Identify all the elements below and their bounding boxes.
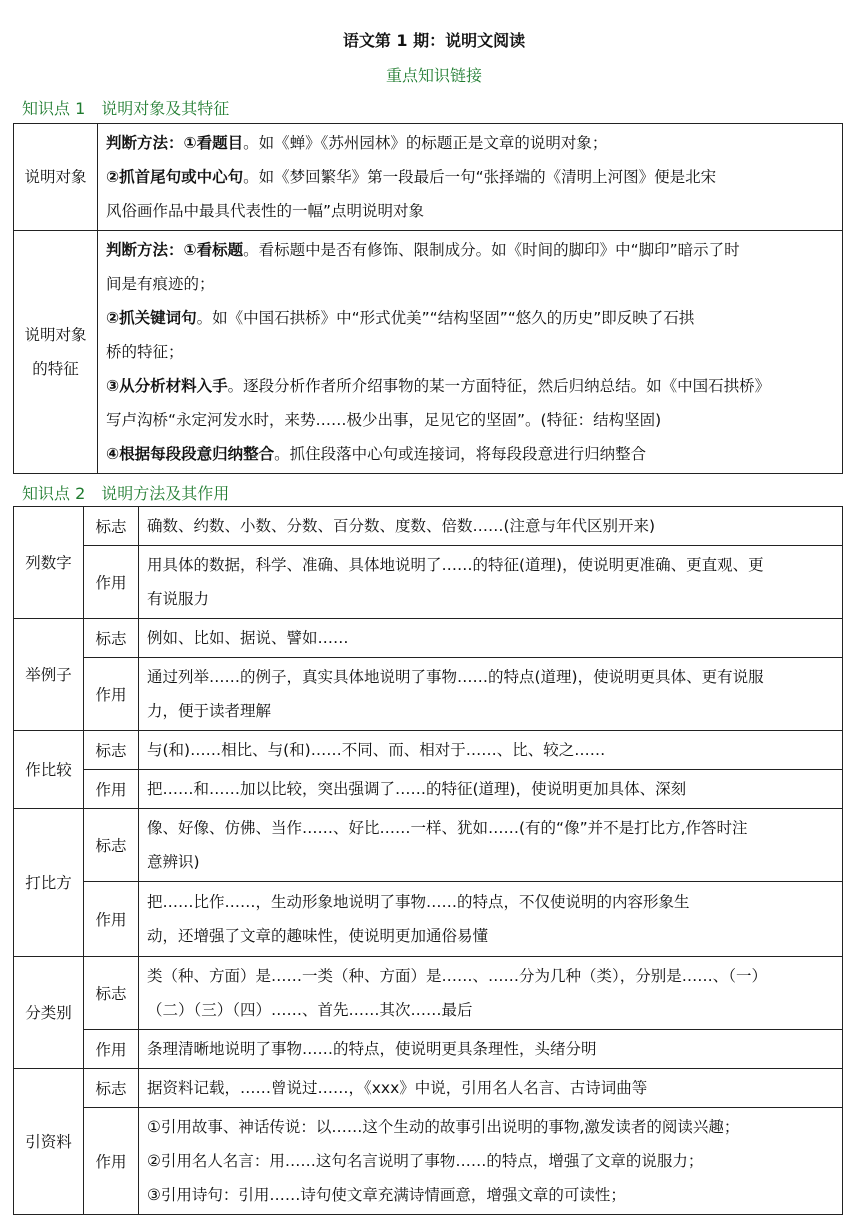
use-label: 作用 (84, 546, 139, 619)
table-methods (13, 506, 843, 1215)
table-row (14, 1108, 843, 1215)
use-content: 条理清晰地说明了事物……的特点，使说明更具条理性，头绪分明 (139, 1030, 843, 1069)
use-content: 通过列举……的例子，真实具体地说明了事物……的特点(道理)，使说明更具体、更有说服 力，便于读者理解 (139, 658, 843, 731)
mark-label: 标志 (84, 507, 139, 546)
table-row (14, 546, 843, 619)
use-label: 作用 (84, 658, 139, 731)
use-content: 把……比作……，生动形象地说明了事物……的特点，不仅使说明的内容形象生 动，还增强了文章的趣味性，使说明更加通俗易懂 (139, 882, 843, 957)
row-content (98, 231, 843, 474)
use-label: 作用 (84, 1030, 139, 1069)
table-row (14, 731, 843, 770)
mark-label: 标志 (84, 1069, 139, 1108)
mark-label: 标志 (84, 731, 139, 770)
content-line: 判断方法：①看标题。看标题中是否有修饰、限制成分。如《时间的脚印》中“脚印”暗示了时 (106, 241, 740, 259)
use-content: ①引用故事、神话传说：以……这个生动的故事引出说明的事物,激发读者的阅读兴趣； ②引用名人名言：用……这句名言说明了事物……的特点，增强了文章的说服力； ③引用诗句：引用……诗句使文章充满诗情画意，增强文章的可读性； (139, 1108, 843, 1215)
mark-content: 与(和)……相比、与(和)……不同、而、相对于……、比、较之…… (139, 731, 843, 770)
table-row (14, 770, 843, 809)
use-content: 用具体的数据，科学、准确、具体地说明了……的特征(道理)，使说明更准确、更直观、更 有说服力 (139, 546, 843, 619)
table-row (14, 507, 843, 546)
page-title: 语文第 1 期：说明文阅读 (342, 31, 526, 50)
mark-label: 标志 (84, 619, 139, 658)
section-heading-2: 知识点 2 说明方法及其作用 (22, 484, 230, 503)
row-label: 说明对象 的特征 (14, 231, 98, 474)
content-line: ②抓关键词句。如《中国石拱桥》中“形式优美”“结构坚固”“悠久的历史”即反映了石拱 (106, 309, 695, 327)
use-label: 作用 (84, 770, 139, 809)
table-subject-features (13, 123, 843, 474)
table-row (14, 124, 843, 231)
method-name: 列数字 (14, 507, 84, 619)
content-line: ③从分析材料入手。逐段分析作者所介绍事物的某一方面特征，然后归纳总结。如《中国石拱桥》 (106, 377, 771, 395)
mark-label: 标志 (84, 957, 139, 1030)
content-line: ④根据每段段意归纳整合。抓住段落中心句或连接词，将每段段意进行归纳整合 (106, 445, 647, 463)
use-content: 把……和……加以比较，突出强调了……的特征(道理)，使说明更加具体、深刻 (139, 770, 843, 809)
use-label: 作用 (84, 1108, 139, 1215)
section-heading-1: 知识点 1 说明对象及其特征 (22, 99, 230, 118)
mark-label: 标志 (84, 809, 139, 882)
row-label: 说明对象 (14, 124, 98, 231)
mark-content: 据资料记载，……曾说过……，《xxx》中说，引用名人名言、古诗词曲等 (139, 1069, 843, 1108)
content-line: 判断方法：①看题目。如《蝉》《苏州园林》的标题正是文章的说明对象； (106, 134, 608, 152)
table-row (14, 882, 843, 957)
content-line: 风俗画作品中最具代表性的一幅”点明说明对象 (106, 202, 425, 220)
table-row (14, 619, 843, 658)
content-line: ②抓首尾句或中心句。如《梦回繁华》第一段最后一句“张择端的《清明上河图》便是北宋 (106, 168, 717, 186)
table-row (14, 1030, 843, 1069)
table-row (14, 658, 843, 731)
method-name: 分类别 (14, 957, 84, 1069)
table-row (14, 231, 843, 474)
method-name: 引资料 (14, 1069, 84, 1215)
content-line: 写卢沟桥“永定河发水时，来势……极少出事，足见它的坚固”。(特征：结构坚固) (106, 411, 662, 429)
table-row (14, 1069, 843, 1108)
mark-content: 确数、约数、小数、分数、百分数、度数、倍数……(注意与年代区别开来) (139, 507, 843, 546)
method-name: 打比方 (14, 809, 84, 957)
content-line: 间是有痕迹的； (106, 275, 215, 293)
method-name: 举例子 (14, 619, 84, 731)
row-content (98, 124, 843, 231)
table-row (14, 957, 843, 1030)
mark-content: 类（种、方面）是……一类（种、方面）是……、……分为几种（类），分别是……、（一） （二）（三）（四）……、首先……其次……最后 (139, 957, 843, 1030)
use-label: 作用 (84, 882, 139, 957)
mark-content: 像、好像、仿佛、当作……、好比……一样、犹如……(有的“像”并不是打比方,作答时注 意辨识) (139, 809, 843, 882)
mark-content: 例如、比如、据说、譬如…… (139, 619, 843, 658)
page-subtitle: 重点知识链接 (385, 66, 482, 85)
method-name: 作比较 (14, 731, 84, 809)
content-line: 桥的特征； (106, 343, 184, 361)
table-row (14, 809, 843, 882)
